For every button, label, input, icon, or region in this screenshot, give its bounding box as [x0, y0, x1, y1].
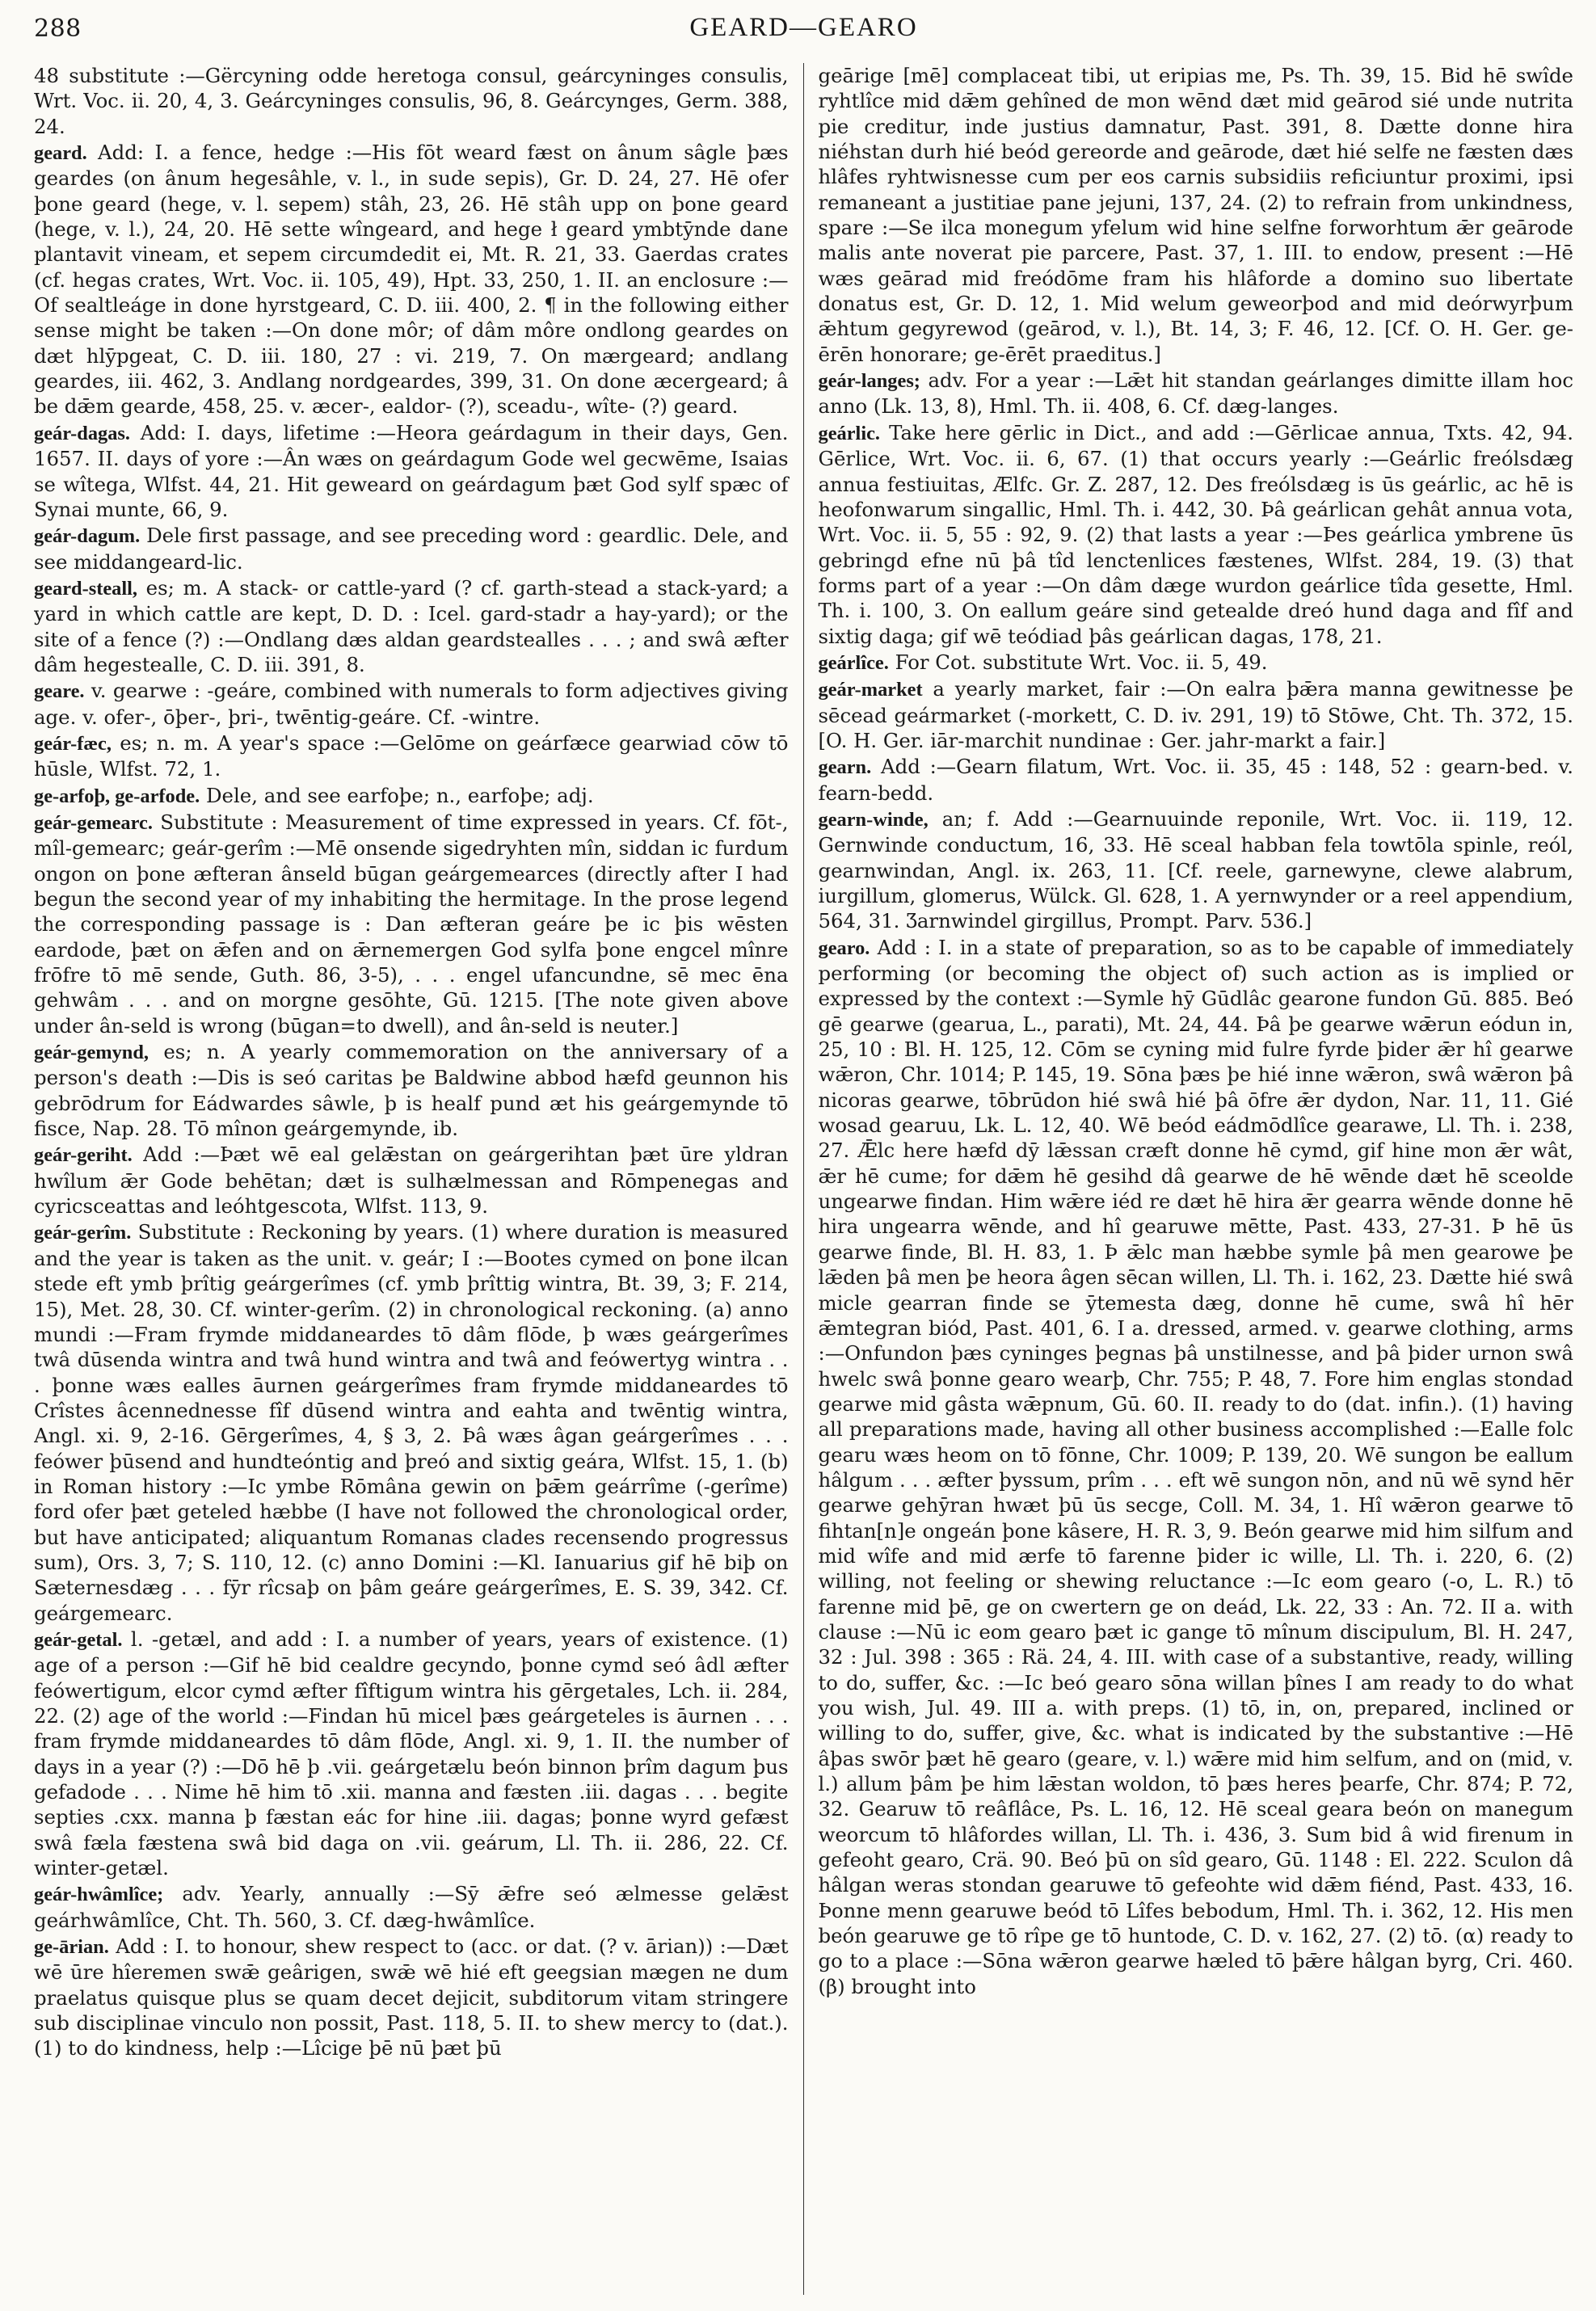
entry-headword: geár-gemearc. — [34, 811, 153, 834]
entry-headword: geár-gemynd, — [34, 1042, 149, 1064]
dictionary-entry — [34, 1627, 789, 1880]
entry-body: es; n. m. A year's space :—Gelōme on geárfæce gearwiad cōw tō hūsle, Wlfst. 72, 1. — [34, 730, 789, 781]
entry-body: Add: I. a fence, hedge :—His fōt weard fæst on ânum sâgle þæs geardes (on ânum hegesâhle, v. l., in sude sepis), Gr. D. 24, 27. Hē ofer þone geard (hege, v. l. sepem) stâh, 23, 26. Hē stâh upp on þone geard (hege, v. l.), 24, 20. Hē sette wîngeard, and hege ł geard ymbtȳnde dane plantavit vineam, et sepem circumdedit ei, Mt. R. 21, 33. Gaerdas crates (cf. hegas crates, Wrt. Voc. ii. 105, 49), Hpt. 33, 250, 1. II. an enclosure :—Of sealtleáge in done hyrstgeard, C. D. iii. 400, 2. ¶ in the following either sense might be taken :—On done môr; of dâm môre ondlong geardes on dæt hlȳpgeat, C. D. iii. 180, 27 : vi. 219, 7. On mærgeard; andlang geardes, iii. 462, 3. Andlang nordgeardes, 399, 31. On done æcergeard; â be dǣm gearde, 458, 25. v. æcer-, ealdor- (?), sceadu-, wîte- (?) geard. — [34, 141, 789, 419]
entry-body: a yearly market, fair :—On ealra þǣra manna gewitnesse þe sēcead geármarket (-morkett, C. D. iv. 291, 19) tō Stōwe, Cht. Th. 372, 15. [O. H. Ger. iār-marchit nundinae : Ger. jahr-markt a fair.] — [818, 677, 1573, 752]
entry-headword: geár-getal. — [34, 1628, 123, 1651]
dictionary-entry — [34, 1142, 789, 1219]
page-number: 288 — [34, 15, 82, 43]
dictionary-entry — [819, 676, 1574, 753]
entry-continuation — [34, 63, 789, 139]
entry-headword: gearo. — [818, 937, 870, 959]
entry-body: For Cot. substitute Wrt. Voc. ii. 5, 49. — [888, 650, 1268, 674]
dictionary-entry — [34, 783, 789, 809]
entry-headword: ge-ārian. — [34, 1936, 109, 1959]
entry-body: adv. For a year :—Lǣt hit standan geárlanges dimitte illam hoc anno (Lk. 13, 8), Hml. Th. ii. 408, 6. Cf. dæg-langes. — [818, 368, 1573, 419]
dictionary-entry — [34, 420, 789, 522]
entry-body: 48 substitute :—Gërcyning odde heretoga consul, geárcyninges consulis, Wrt. Voc. ii. 20, 4, 3. Geárcyninges consulis, 96, 8. Geárcynges, Germ. 388, 24. — [34, 64, 789, 138]
entry-body: v. gearwe : -geáre, combined with numerals to form adjectives giving age. v. ofer-, ōþer-, þri-, twēntig-geáre. Cf. -wintre. — [34, 679, 789, 729]
entry-headword: geárlîce. — [818, 651, 889, 674]
entry-body: Add : I. to honour, shew respect to (acc. or dat. (? v. ārian)) :—Dæt wē ūre hîeremen swǣ geârigen, swǣ wē hié eft geegsian mægen ne dum praelatus quisque plus se quam decet dejicit, subditorum vitam stringere sub disciplinae vinculo non possit, Past. 118, 5. II. to shew mercy to (dat.). (1) to do kindness, help :—Lîcige þē nū þæt þū — [34, 1934, 789, 2061]
entry-headword: geárlic. — [818, 422, 881, 444]
entry-headword: geár-fæc, — [34, 732, 112, 755]
dictionary-entry — [819, 368, 1574, 419]
entry-body: Add :—Þæt wē eal gelǣstan on geárgerihtan þæt ūre yldran hwîlum ǣr Gode behētan; dæt is sulhælmessan and Rōmpenegas and cyricsceattas and leóhtgescota, Wlfst. 113, 9. — [34, 1143, 789, 1219]
dictionary-entry — [819, 935, 1574, 1999]
entry-body: Substitute : Measurement of time expressed in years. Cf. fōt-, mîl-gemearc; geár-gerîm :—Mē onsende sigedryhten mîn, siddan ic furdum ongon on þone æfteran ânseld būgan geárgemearces (directly after I had begun the second year of my inhabiting the hermitage. In the prose legend the corresponding passage is : Dan æfteran geáre þe ic þis wēsten eardode, þæt on ǣfen and on ǣrnemergen God sylfa þone engcel mînre frōfre tō mē sende, Guth. 86, 3-5), . . . engel ufancundne, sē mec ēna gehwâm . . . and on morgne gesōhte, Gū. 1215. [The note given above under ân-seld is wrong (būgan=to dwell), and ân-seld is neuter.] — [34, 810, 789, 1038]
entry-headword: geár-langes; — [818, 370, 920, 393]
entry-body: es; m. A stack- or cattle-yard (? cf. garth-stead a stack-yard; a yard in which cattle are kept, D. D. : Icel. gard-stadr a hay-yard); or the site of a fence (?) :—Ondlang dæs aldan geardstealles . . . ; and swâ æfter dâm hegestealle, C. D. iii. 391, 8. — [34, 575, 789, 676]
entry-headword: geár-geriht. — [34, 1144, 133, 1167]
entry-headword: ge-arfoþ, ge-arfode. — [34, 785, 200, 807]
entry-headword: geár-hwâmlîce; — [34, 1884, 164, 1906]
entry-headword: geár-market — [818, 679, 923, 701]
entry-body: es; n. A yearly commemoration on the anniversary of a person's death :—Dis is seó caritas þe Baldwine abbod hæfd geunnon his gebrōdrum for Eádwardes sâwle, þ is healf pund æt his geárgemynde tō fisce, Nap. 28. Tō mînon geárgemynde, ib. — [34, 1040, 789, 1141]
dictionary-entry — [819, 806, 1574, 934]
entry-body: geārige [mē] complaceat tibi, ut eripias me, Ps. Th. 39, 15. Bid hē swîde ryhtlîce mid dǣm gehîned de mon wēnd dæt mid geārod sié unde nutrita pie creditur, inde justius damnatur, Past. 391, 8. Dætte donne hira niéhstan durh hié beód gereorde and geārode, dæt hié selfe ne fæsten dæs hlâfes ryhtwisnesse cum per eos carnis subsidiis reficiuntur proximi, ipsi remaneant a justitiae pane jejuni, 137, 24. (2) to refrain from unkindness, spare :—Se ilca monegum yfelum wid hine selfne forworhtum ǣr geārode malis ante noverat pie parcere, Past. 37, 1. III. to endow, present :—Hē wæs geārad mid freódōme fram his hlâforde a domino suo libertate donatus est, Gr. D. 12, 1. Mid welum geweorþod and mid deórwyrþum ǣhtum gegyrewod (geārod, v. l.), Bt. 14, 3; F. 46, 12. [Cf. O. H. Ger. ge-ērēn honorare; ge-ērēt praeditus.] — [818, 64, 1573, 366]
dictionary-entry — [34, 1881, 789, 1933]
dictionary-entry — [819, 754, 1574, 806]
entry-headword: gearn-winde, — [818, 808, 929, 831]
entry-body: an; f. Add :—Gearnuuinde reponile, Wrt. Voc. ii. 119, 12. Gernwinde conductum, 16, 33. Hē sceal habban fela towtōla spinle, reól, gearnwindan, Angl. ix. 263, 11. [Cf. reele, garnewyne, clewe alabrum, iurgillum, glomerus, Wülck. Gl. 628, 1. A yernwynder or a reel appendium, 564, 31. Ʒarnwindel girgillus, Prompt. Parv. 536.] — [818, 806, 1573, 933]
dictionary-entry — [34, 523, 789, 575]
entry-body: adv. Yearly, annually :—Sȳ ǣfre seó ælmesse gelǣst geárhwâmlîce, Cht. Th. 560, 3. Cf. dæg-hwâmlîce. — [34, 1882, 789, 1932]
entry-headword: geare. — [34, 680, 85, 703]
dictionary-entry — [34, 140, 789, 419]
entry-body: Dele, and see earfoþe; n., earfoþe; adj. — [200, 783, 594, 807]
right-column — [804, 63, 1574, 2295]
entry-body: Add: I. days, lifetime :—Heora geárdagum in their days, Gen. 1657. II. days of yore :—Ân wæs on geárdagum Gode wel gecwēme, Isaias se wîtega, Wlfst. 44, 21. Hit geweard on geárdagum þæt God sylf spæc of Synai munte, 66, 9. — [34, 420, 789, 521]
entry-headword: geár-dagas. — [34, 422, 130, 444]
entry-headword: geár-dagum. — [34, 525, 141, 548]
dictionary-entry — [34, 1219, 789, 1626]
entry-headword: geard. — [34, 142, 87, 165]
dictionary-entry — [34, 678, 789, 730]
dictionary-entry — [819, 420, 1574, 649]
dictionary-entry — [34, 1039, 789, 1141]
entry-body: Add : I. in a state of preparation, so as to be capable of immediately performing (or becoming the object of) such action as is implied or expressed by the context :—Symle hȳ Gūdlâc gearone fundon Gū. 885. Beó gē gearwe (gearua, L., parati), Mt. 24, 44. Þâ þe gearwe wǣrun eódun in, 25, 10 : Bl. H. 125, 12. Cōm se cyning mid fulre fyrde þider ǣr hî gearwe wǣron, Chr. 1014; P. 145, 19. Sōna þæs þe hié inne wǣron, swâ wǣron þâ nicoras gearwe, tōbrūdon hié swâ hié þâ ōfre ǣr dydon, Nar. 11, 11. Gié wosad gearuu, Lk. L. 12, 40. Wē beód eádmōdlîce gearawe, Ll. Th. i. 238, 27. Ǣlc here hæfd dȳ lǣssan cræft donne hē cymd, gif hine mon ǣr wât, ǣr hē cume; for dǣm hē gesihd dâ gearwe de hē wēnde dæt hē sceolde ungearwe findan. Him wǣre iéd re dæt hē hira ǣr gearra wēnde donne hē hira ungearra wēnde, and hî gearuwe mētte, Past. 433, 27-31. Þ hē ūs gearwe finde, Bl. H. 83, 1. Þ ǣlc man hæbbe symle þâ men gearowe þe lǣden þâ men þe heora âgen sēcan willen, Ll. Th. i. 162, 23. Dætte hié swâ micle gearran finde se ȳtemesta dæg, donne hē cume, swâ hî hēr ǣmtegran biód, Past. 401, 6. I a. dressed, armed. v. gearwe clothing, arms :—Onfundon þæs cyninges þegnas þâ unstilnesse, and þâ þider urnon swâ hwelc swâ þonne gearo wearþ, Chr. 755; P. 48, 7. Fore him englas stondad gearwe mid gâsta wǣpnum, Gū. 60. II. ready to do (dat. infin.). (1) having all preparations made, having all other business accomplished :—Ealle folc gearu wæs heom on tō fōnne, Chr. 1009; P. 139, 20. Wē sungon be eallum hâlgum . . . æfter þyssum, prîm . . . eft wē sungon nōn, and nū wē synd hēr gearwe gehȳran hwæt þū ūs secge, Coll. M. 34, 1. Hî wǣron gearwe tō fihtan[n]e ongeán þone kâsere, H. R. 3, 9. Beón gearwe mid him silfum and mid wîfe and mid ærfe tō farenne þider ic wille, Ll. Th. i. 220, 6. (2) willing, not feeling or shewing reluctance :—Ic eom gearo (-o, L. R.) tō farenne mid þē, ge on cwertern ge on deád, Lk. 22, 33 : An. 72. II a. with clause :—Nū ic eom gearo þæt ic gange tō mînum discipulum, Bl. H. 247, 32 : Jul. 398 : 365 : Rä. 24, 4. III. with case of a substantive, ready, willing to do, suffer, &c. :—Ic beó gearo sōna willan þînes I am ready to do what you wish, Jul. 49. III a. with preps. (1) tō, in, on, prepared, inclined or willing to do, suffer, give, &c. what is indicated by the substantive :—Hē âþas swōr þæt hē gearo (geare, v. l.) wǣre mid him selfum, and on (mid, v. l.) allum þâm þe him lǣstan woldon, tō þæs heres þearfe, Chr. 874; P. 72, 32. Gearuw tō reâflâce, Ps. L. 16, 12. Hē sceal geara beón on manegum weorcum tō hlâfordes willan, Ll. Th. i. 436, 3. Sum bid â wid firenum in gefeoht gearo, Crä. 90. Beó þū on sîd gearo, Gū. 1148 : El. 222. Sculon dâ hâlgan weras stondan gearuwe tō gefeohte wid dǣm fiénd, Past. 433, 16. Þonne menn gearuwe beód tō Lîfes bebodum, Hml. Th. i. 362, 12. His men beón gearuwe ge tō rîpe ge tō huntode, C. D. v. 162, 27. (2) tō. (α) ready to go to a place :—Sōna wǣron gearwe hæled tō þǣre hâlgan byrg, Cri. 460. (β) brought into — [818, 935, 1573, 1998]
dictionary-entry — [34, 575, 789, 677]
entry-body: Add :—Gearn filatum, Wrt. Voc. ii. 35, 45 : 148, 52 : gearn-bed. v. fearn-bedd. — [818, 755, 1573, 805]
entry-continuation — [819, 63, 1574, 367]
entry-body: Substitute : Reckoning by years. (1) where duration is measured and the year is taken as the unit. v. geár; I :—Bootes cymed on þone ilcan stede eft ymb þrîtig geárgerîmes (cf. ymb þrîttig wintra, Bt. 39, 3; F. 214, 15), Met. 28, 30. Cf. winter-gerîm. (2) in chronological reckoning. (a) anno mundi :—Fram frymde middaneardes tō dâm flōde, þ wæs geárgerîmes twâ dūsenda wintra and twâ hund wintra and twâ and feówertyg wintra . . . þonne wæs ealles āurnen geárgerîmes fram frymde middaneardes tō Crîstes âcennednesse fîf dūsend wintra and eahta and twēntig wintra, Angl. xi. 9, 2-16. Gērgerîmes, 4, § 3, 2. Þâ wæs âgan geárgerîmes . . . feówer þūsend and hundteóntig and þreó and sixtig geára, Wlfst. 15, 1. (b) in Roman history :—Ic ymbe Rōmâna gewin on þǣm geárrîme (-gerîme) ford ofer þæt geteled hæbbe (I have not followed the chronological order, but have anticipated; aliquantum Romanas clades recensendo progressus sum), Ors. 3, 7; S. 110, 12. (c) anno Domini :—Kl. Ianuarius gif hē biþ on Sæternesdæg . . . fȳr rîcsaþ on þâm geáre geárgerîmes, E. S. 39, 342. Cf. geárgemearc. — [34, 1220, 789, 1625]
two-column-body — [34, 63, 1573, 2295]
entry-headword: gearn. — [818, 756, 872, 779]
running-head — [34, 10, 1573, 48]
entry-body: Dele first passage, and see preceding word : geardlic. Dele, and see middangeard-lic. — [34, 524, 789, 574]
entry-body: Take here gērlic in Dict., and add :—Gērlicae annua, Txts. 42, 94. Gērlice, Wrt. Voc. ii. 6, 67. (1) that occurs yearly :—Geárlic freólsdæg annua festiuitas, Ælfc. Gr. Z. 287, 12. Des freólsdæg is ūs geárlic, ac hē is heofonwarum singallic, Hml. Th. i. 442, 30. Þâ geárlican gehât annua vota, Wrt. Voc. ii. 5, 55 : 92, 9. (2) that lasts a year :—Þes geárlica ymbrene ūs gebringd efne nū þâ tîd lenctenlices fæstenes, Wlfst. 284, 19. (3) that forms part of a year :—On dâm dæge wurdon geárlice tîda gesette, Hml. Th. i. 100, 3. On eallum geáre sind getealde dreó hund daga and fîf and sixtig daga; gif wē teódiad þâs geárlican dagas, 178, 21. — [818, 420, 1573, 648]
left-column — [34, 63, 804, 2295]
dictionary-entry — [34, 1934, 789, 2061]
entry-headword: geár-gerîm. — [34, 1222, 132, 1244]
entry-body: l. -getæl, and add : I. a number of years, years of existence. (1) age of a person :—Gif hē bid cealdre gecyndo, þonne cymd seó âdl æfter feówertigum, elcor cymd æfter fîftigum wintra his gērgetales, Lch. ii. 284, 22. (2) age of the world :—Findan hū micel þæs geárgeteles is āurnen . . . fram frymde middaneardes tō dâm flōde, Angl. xi. 9, 1. II. the number of days in a year (?) :—Dō hē þ .vii. geárgetælu beón binnon þrîm dagum þus gefadode . . . Nime hē him tō .xii. manna and fæsten .iii. dagas . . . begite septies .cxx. manna þ fæstan eác for hine .iii. dagas; þonne wyrd gefæst swâ fæla fæstena swâ bid daga on .vii. geárum, Ll. Th. ii. 286, 22. Cf. winter-getæl. — [34, 1627, 789, 1880]
dictionary-entry — [34, 730, 789, 782]
running-title: GEARD—GEARO — [689, 13, 918, 42]
dictionary-entry — [34, 810, 789, 1038]
dictionary-entry — [819, 650, 1574, 676]
entry-headword: geard-steall, — [34, 577, 138, 600]
